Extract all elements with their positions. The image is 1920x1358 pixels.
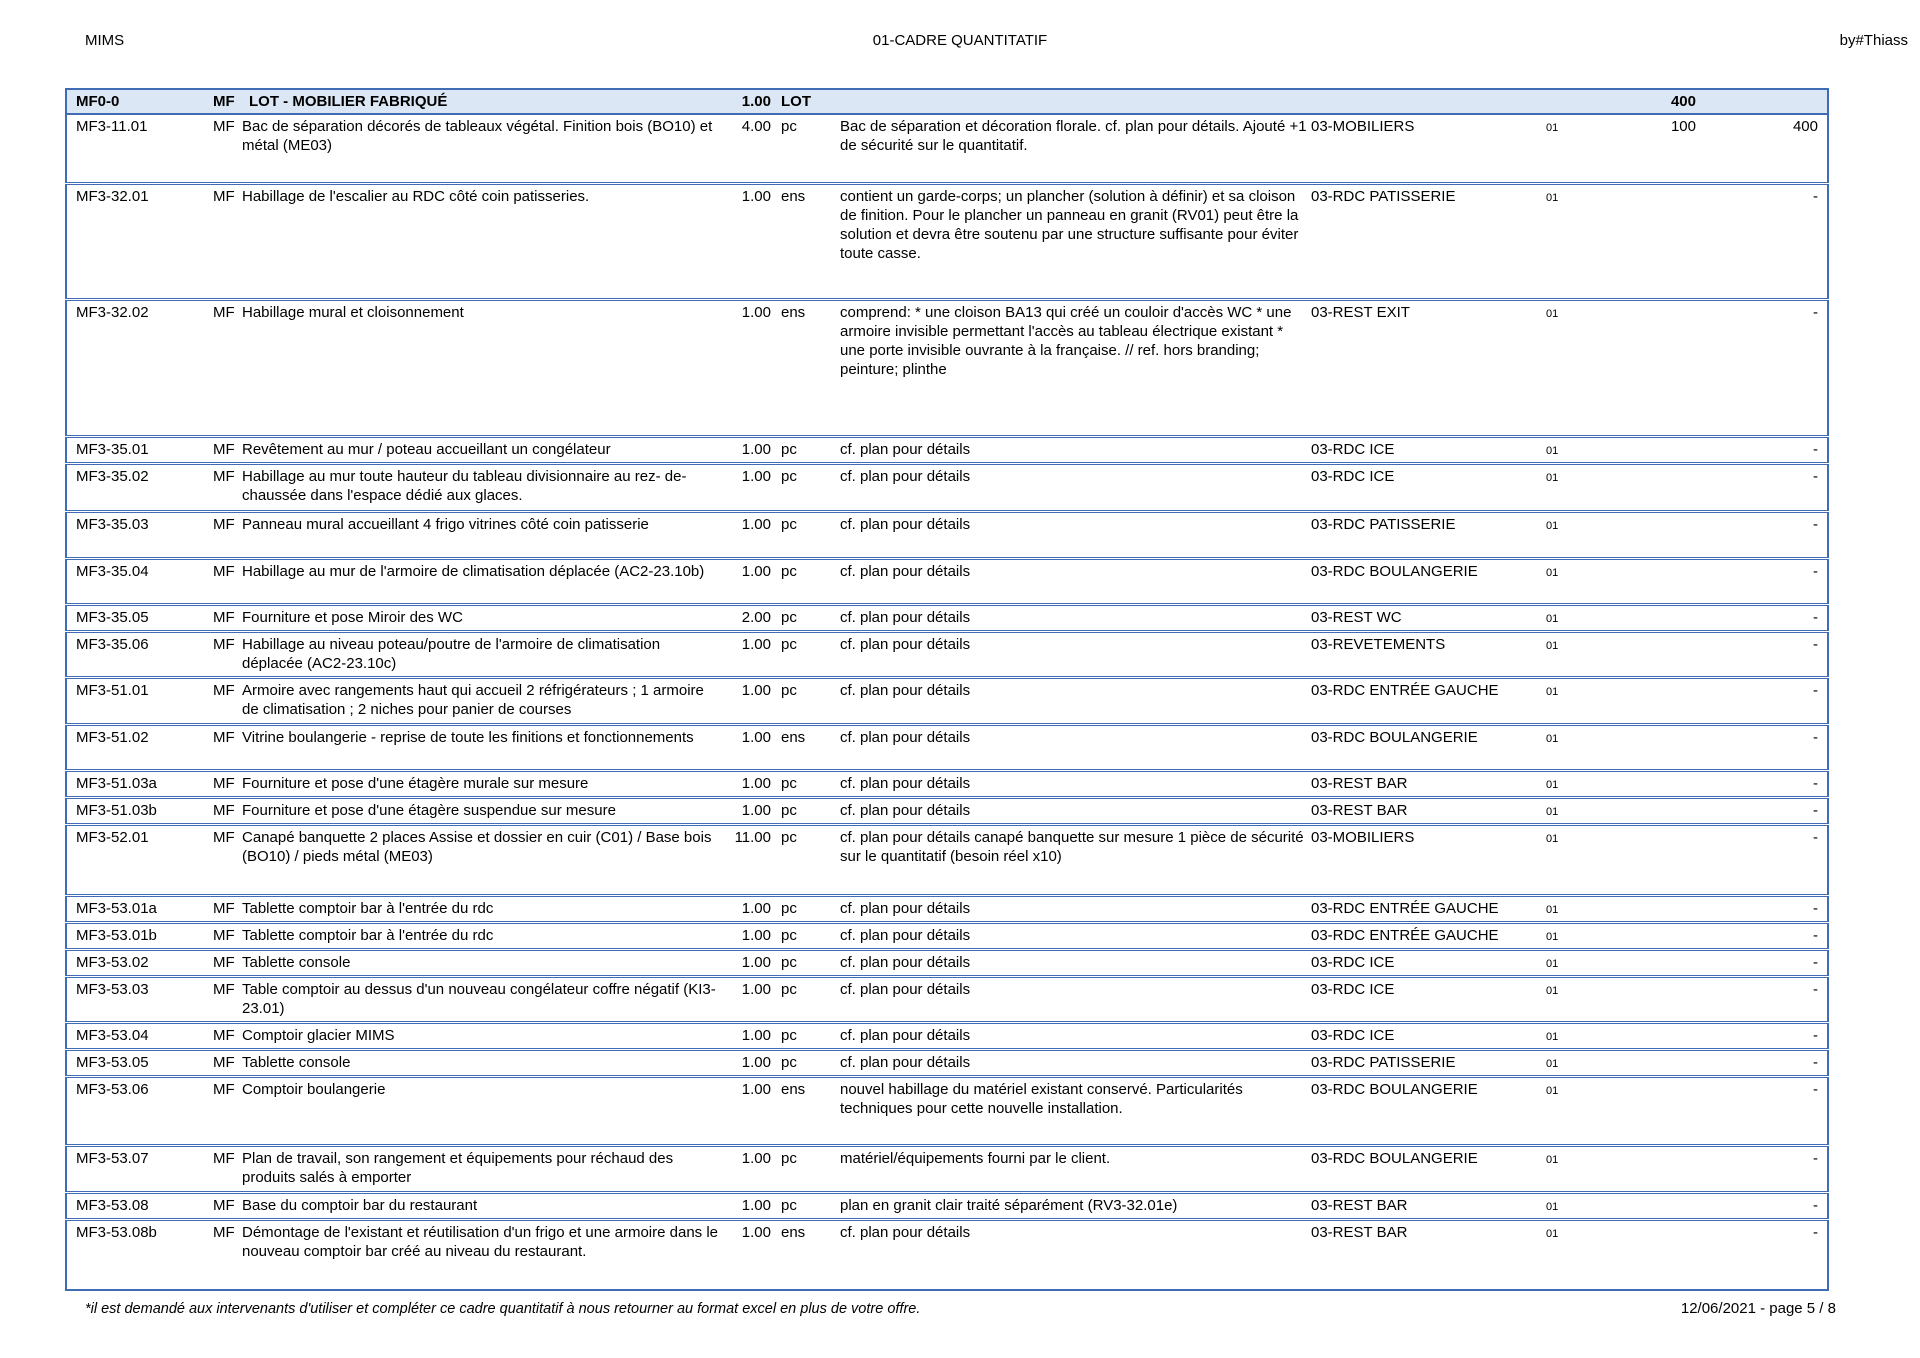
row-qty: 1.00	[721, 797, 779, 824]
row-type: MF	[196, 677, 241, 724]
row-description: cf. plan pour détails	[839, 724, 1309, 770]
lot-type: MF	[196, 89, 241, 114]
row-description: cf. plan pour détails	[839, 631, 1309, 677]
table-row	[66, 1219, 1828, 1290]
row-qty: 1.00	[721, 949, 779, 976]
row-qty: 1.00	[721, 183, 779, 299]
row-code: MF3-32.02	[66, 299, 196, 436]
table-row	[66, 114, 1828, 183]
row-revision: 01	[1529, 299, 1609, 436]
lot-zone	[1309, 89, 1529, 114]
table-row	[66, 1049, 1828, 1076]
row-type: MF	[196, 922, 241, 949]
table-row	[66, 949, 1828, 976]
row-total: -	[1709, 1219, 1828, 1290]
row-code: MF3-51.03a	[66, 770, 196, 797]
row-code: MF3-53.05	[66, 1049, 196, 1076]
row-zone: 03-RDC PATISSERIE	[1309, 1049, 1529, 1076]
table-row	[66, 797, 1828, 824]
row-unit-price: 100	[1670, 118, 1696, 135]
table-row	[66, 631, 1828, 677]
row-description: cf. plan pour détails canapé banquette sur mesure 1 pièce de sécurité sur le quantitatif (besoin réel x10)	[839, 824, 1309, 895]
lot-amount: 400	[1609, 89, 1709, 114]
row-qty: 2.00	[721, 604, 779, 631]
row-description: cf. plan pour détails	[839, 1219, 1309, 1290]
row-code: MF3-53.08	[66, 1192, 196, 1219]
row-unit: pc	[779, 949, 839, 976]
row-description: cf. plan pour détails	[839, 463, 1309, 511]
row-description: cf. plan pour détails	[839, 511, 1309, 558]
row-qty: 1.00	[721, 724, 779, 770]
row-zone: 03-RDC ICE	[1309, 1022, 1529, 1049]
row-designation: Panneau mural accueillant 4 frigo vitrines côté coin patisserie	[241, 511, 721, 558]
row-description: cf. plan pour détails	[839, 949, 1309, 976]
row-total: -	[1709, 976, 1828, 1022]
table-row	[66, 604, 1828, 631]
row-unit: pc	[779, 770, 839, 797]
row-revision: 01	[1529, 1049, 1609, 1076]
row-unit: pc	[779, 922, 839, 949]
row-designation: Tablette comptoir bar à l'entrée du rdc	[241, 922, 721, 949]
row-designation: Armoire avec rangements haut qui accueil 2 réfrigérateurs ; 1 armoire de climatisation ; 2 niches pour panier de courses	[241, 677, 721, 724]
row-total: -	[1709, 1076, 1828, 1145]
row-qty: 1.00	[721, 1145, 779, 1192]
row-revision: 01	[1529, 895, 1609, 922]
row-total: -	[1709, 1192, 1828, 1219]
table-row	[66, 511, 1828, 558]
row-code: MF3-53.02	[66, 949, 196, 976]
company-name: MIMS	[85, 32, 125, 49]
row-unit-price	[1609, 183, 1709, 299]
row-revision: 01	[1529, 824, 1609, 895]
row-type: MF	[213, 118, 235, 135]
row-zone: 03-RDC BOULANGERIE	[1309, 1076, 1529, 1145]
row-description: cf. plan pour détails	[839, 922, 1309, 949]
table-row	[66, 1076, 1828, 1145]
row-total: -	[1709, 436, 1828, 463]
row-revision: 01	[1529, 724, 1609, 770]
row-code: MF3-35.04	[66, 558, 196, 604]
row-type: MF	[196, 183, 241, 299]
row-code: MF3-53.07	[66, 1145, 196, 1192]
table-row	[66, 922, 1828, 949]
row-designation: Fourniture et pose d'une étagère suspendue sur mesure	[241, 797, 721, 824]
table-row	[66, 1145, 1828, 1192]
row-designation: Vitrine boulangerie - reprise de toute les finitions et fonctionnements	[241, 724, 721, 770]
row-unit: ens	[779, 1219, 839, 1290]
row-zone: 03-RDC ICE	[1309, 976, 1529, 1022]
table-row	[66, 724, 1828, 770]
row-designation: Comptoir glacier MIMS	[241, 1022, 721, 1049]
row-unit: ens	[779, 299, 839, 436]
row-code: MF3-11.01	[76, 118, 148, 135]
table-row	[66, 299, 1828, 436]
row-description: cf. plan pour détails	[839, 770, 1309, 797]
row-designation: Revêtement au mur / poteau accueillant un congélateur	[241, 436, 721, 463]
row-zone: 03-REST BAR	[1309, 1192, 1529, 1219]
row-qty: 1.00	[721, 770, 779, 797]
row-zone: 03-RDC ICE	[1309, 463, 1529, 511]
row-unit-price	[1609, 976, 1709, 1022]
row-designation: Démontage de l'existant et réutilisation d'un frigo et une armoire dans le nouveau comptoir bar créé au niveau du restaurant.	[241, 1219, 721, 1290]
lot-description	[839, 89, 1309, 114]
row-revision: 01	[1529, 1145, 1609, 1192]
row-type: MF	[196, 895, 241, 922]
row-designation: Habillage au mur toute hauteur du tableau divisionnaire au rez- de-chaussée dans l'espace dédié aux glaces.	[241, 463, 721, 511]
row-unit: ens	[779, 183, 839, 299]
row-designation: Table comptoir au dessus d'un nouveau congélateur coffre négatif (KI3-23.01)	[241, 976, 721, 1022]
row-type: MF	[196, 1049, 241, 1076]
row-total: -	[1709, 949, 1828, 976]
row-total: -	[1709, 1049, 1828, 1076]
row-type: MF	[196, 824, 241, 895]
row-unit-price	[1609, 1049, 1709, 1076]
row-unit-price	[1609, 922, 1709, 949]
row-unit-price	[1609, 631, 1709, 677]
row-type: MF	[196, 1192, 241, 1219]
row-type: MF	[196, 558, 241, 604]
row-qty: 1.00	[721, 677, 779, 724]
row-total: -	[1709, 1022, 1828, 1049]
row-zone: 03-REST EXIT	[1309, 299, 1529, 436]
footer-note: *il est demandé aux intervenants d'utiliser et compléter ce cadre quantitatif à nous retourner au format excel en plus de votre offre.	[85, 1301, 921, 1317]
row-unit-price	[1609, 463, 1709, 511]
row-unit-price	[1609, 824, 1709, 895]
row-total: -	[1709, 922, 1828, 949]
row-code: MF3-53.06	[66, 1076, 196, 1145]
row-unit: pc	[779, 631, 839, 677]
row-zone: 03-RDC BOULANGERIE	[1309, 558, 1529, 604]
row-description: matériel/équipements fourni par le client.	[839, 1145, 1309, 1192]
row-unit-price	[1609, 949, 1709, 976]
row-designation: Tablette comptoir bar à l'entrée du rdc	[241, 895, 721, 922]
row-code: MF3-32.01	[66, 183, 196, 299]
row-code: MF3-35.03	[66, 511, 196, 558]
row-qty: 1.00	[721, 558, 779, 604]
table-row	[66, 824, 1828, 895]
row-zone: 03-RDC ENTRÉE GAUCHE	[1309, 677, 1529, 724]
row-unit: pc	[779, 797, 839, 824]
row-total: -	[1709, 604, 1828, 631]
row-zone: 03-RDC ICE	[1309, 436, 1529, 463]
row-code: MF3-53.03	[66, 976, 196, 1022]
row-designation: Fourniture et pose d'une étagère murale sur mesure	[241, 770, 721, 797]
row-qty: 1.00	[721, 1022, 779, 1049]
row-description: cf. plan pour détails	[839, 436, 1309, 463]
row-qty: 11.00	[721, 824, 779, 895]
row-unit: pc	[779, 436, 839, 463]
row-unit: pc	[779, 1022, 839, 1049]
row-revision: 01	[1529, 604, 1609, 631]
row-unit-price	[1609, 1192, 1709, 1219]
row-type: MF	[196, 976, 241, 1022]
row-code: MF3-35.05	[66, 604, 196, 631]
row-revision: 01	[1546, 122, 1559, 134]
row-zone: 03-RDC ENTRÉE GAUCHE	[1309, 922, 1529, 949]
row-designation: Plan de travail, son rangement et équipements pour réchaud des produits salés à emporter	[241, 1145, 721, 1192]
row-description: cf. plan pour détails	[839, 604, 1309, 631]
row-code: MF3-53.04	[66, 1022, 196, 1049]
row-designation: Habillage mural et cloisonnement	[241, 299, 721, 436]
row-unit-price	[1609, 770, 1709, 797]
row-unit-price	[1609, 1219, 1709, 1290]
table-row	[66, 770, 1828, 797]
table-row	[66, 463, 1828, 511]
row-total: -	[1709, 797, 1828, 824]
row-zone: 03-MOBILIERS	[1309, 824, 1529, 895]
row-unit: ens	[779, 724, 839, 770]
row-code: MF3-35.01	[66, 436, 196, 463]
row-revision: 01	[1529, 770, 1609, 797]
row-type: MF	[196, 1022, 241, 1049]
row-designation: Fourniture et pose Miroir des WC	[241, 604, 721, 631]
row-revision: 01	[1529, 1219, 1609, 1290]
row-qty: 1.00	[721, 1219, 779, 1290]
footer-date-page: 12/06/2021 - page 5 / 8	[1680, 1300, 1836, 1317]
row-designation: Base du comptoir bar du restaurant	[241, 1192, 721, 1219]
row-type: MF	[196, 949, 241, 976]
row-designation: Comptoir boulangerie	[241, 1076, 721, 1145]
row-revision: 01	[1529, 511, 1609, 558]
row-unit: pc	[779, 824, 839, 895]
table-row	[66, 183, 1828, 299]
row-unit: pc	[779, 895, 839, 922]
row-revision: 01	[1529, 631, 1609, 677]
lot-rev	[1529, 89, 1609, 114]
row-qty: 1.00	[721, 1192, 779, 1219]
row-zone: 03-RDC PATISSERIE	[1309, 183, 1529, 299]
row-unit: pc	[779, 1145, 839, 1192]
row-type: MF	[196, 797, 241, 824]
row-revision: 01	[1529, 558, 1609, 604]
row-description: nouvel habillage du matériel existant conservé. Particularités techniques pour cette nouvelle installation.	[839, 1076, 1309, 1145]
row-total: -	[1709, 511, 1828, 558]
row-qty: 1.00	[721, 976, 779, 1022]
row-description: cf. plan pour détails	[839, 558, 1309, 604]
table-row	[66, 1022, 1828, 1049]
row-total: -	[1709, 631, 1828, 677]
row-description: Bac de séparation et décoration florale. cf. plan pour détails. Ajouté +1 de sécurité sur le quantitatif.	[840, 118, 1307, 154]
row-unit-price	[1609, 895, 1709, 922]
row-unit: pc	[779, 511, 839, 558]
lot-total	[1709, 89, 1828, 114]
row-type: MF	[196, 1145, 241, 1192]
row-revision: 01	[1529, 922, 1609, 949]
row-unit: pc	[779, 1192, 839, 1219]
row-zone: 03-RDC BOULANGERIE	[1309, 724, 1529, 770]
row-designation: Habillage de l'escalier au RDC côté coin patisseries.	[241, 183, 721, 299]
row-unit-price	[1609, 299, 1709, 436]
lot-header-row	[66, 89, 1828, 114]
row-qty: 1.00	[721, 463, 779, 511]
row-revision: 01	[1529, 1076, 1609, 1145]
row-description: cf. plan pour détails	[839, 895, 1309, 922]
lot-unit: LOT	[779, 89, 839, 114]
row-revision: 01	[1529, 949, 1609, 976]
row-revision: 01	[1529, 463, 1609, 511]
row-unit-price	[1609, 436, 1709, 463]
row-type: MF	[196, 299, 241, 436]
row-type: MF	[196, 604, 241, 631]
row-type: MF	[196, 724, 241, 770]
row-zone: 03-REST BAR	[1309, 770, 1529, 797]
table-row	[66, 895, 1828, 922]
row-code: MF3-51.01	[66, 677, 196, 724]
row-unit-price	[1609, 1145, 1709, 1192]
author-byline: by#Thiass	[1839, 32, 1908, 49]
row-zone: 03-RDC ICE	[1309, 949, 1529, 976]
row-code: MF3-51.03b	[66, 797, 196, 824]
row-description: comprend: * une cloison BA13 qui créé un couloir d'accès WC * une armoire invisible permettant l'accès au tableau électrique existant * une porte invisible ouvrante à la française. // ref. hors branding; peinture; plinthe	[839, 299, 1309, 436]
table-row	[66, 436, 1828, 463]
row-total: -	[1709, 299, 1828, 436]
row-description: cf. plan pour détails	[839, 976, 1309, 1022]
row-code: MF3-35.02	[66, 463, 196, 511]
row-unit: ens	[779, 1076, 839, 1145]
row-code: MF3-35.06	[66, 631, 196, 677]
table-row	[66, 558, 1828, 604]
row-type: MF	[196, 1219, 241, 1290]
row-unit-price	[1609, 797, 1709, 824]
row-zone: 03-MOBILIERS	[1311, 118, 1415, 135]
row-revision: 01	[1529, 797, 1609, 824]
row-description: plan en granit clair traité séparément (RV3-32.01e)	[839, 1192, 1309, 1219]
row-total: -	[1709, 1145, 1828, 1192]
row-designation: Bac de séparation décorés de tableaux végétal. Finition bois (BO10) et métal (ME03)	[242, 118, 713, 154]
row-qty: 1.00	[721, 895, 779, 922]
row-unit-price	[1609, 1076, 1709, 1145]
row-code: MF3-53.01a	[66, 895, 196, 922]
row-description: contient un garde-corps; un plancher (solution à définir) et sa cloison de finition. Pour le plancher un panneau en granit (RV01) peut être la solution et devra être soutenu par une structure suffisante pour éviter toute casse.	[839, 183, 1309, 299]
row-code: MF3-52.01	[66, 824, 196, 895]
row-designation: Canapé banquette 2 places Assise et dossier en cuir (C01) / Base bois (BO10) / pieds métal (ME03)	[241, 824, 721, 895]
row-total: 400	[1792, 118, 1818, 135]
table-row	[66, 677, 1828, 724]
row-unit-price	[1609, 677, 1709, 724]
row-qty: 1.00	[721, 922, 779, 949]
row-unit: pc	[779, 677, 839, 724]
row-type: MF	[196, 436, 241, 463]
row-designation: Habillage au mur de l'armoire de climatisation déplacée (AC2-23.10b)	[241, 558, 721, 604]
row-type: MF	[196, 631, 241, 677]
row-code: MF3-53.01b	[66, 922, 196, 949]
row-unit-price	[1609, 724, 1709, 770]
row-qty: 1.00	[721, 299, 779, 436]
lot-qty: 1.00	[721, 89, 779, 114]
row-zone: 03-REST BAR	[1309, 797, 1529, 824]
row-type: MF	[196, 511, 241, 558]
row-zone: 03-RDC ENTRÉE GAUCHE	[1309, 895, 1529, 922]
row-revision: 01	[1529, 1022, 1609, 1049]
row-type: MF	[196, 770, 241, 797]
row-revision: 01	[1529, 677, 1609, 724]
row-revision: 01	[1529, 1192, 1609, 1219]
row-qty: 4.00	[741, 118, 771, 135]
quant-table-body	[66, 114, 1828, 1290]
row-description: cf. plan pour détails	[839, 1022, 1309, 1049]
row-unit: pc	[781, 118, 797, 135]
row-total: -	[1709, 824, 1828, 895]
row-total: -	[1709, 463, 1828, 511]
row-total: -	[1709, 724, 1828, 770]
lot-code: MF0-0	[66, 89, 196, 114]
row-unit: pc	[779, 463, 839, 511]
row-unit: pc	[779, 558, 839, 604]
row-description: cf. plan pour détails	[839, 797, 1309, 824]
row-unit-price	[1609, 511, 1709, 558]
row-type: MF	[196, 1076, 241, 1145]
row-total: -	[1709, 677, 1828, 724]
row-unit-price	[1609, 558, 1709, 604]
row-designation: Tablette console	[241, 949, 721, 976]
row-type: MF	[196, 463, 241, 511]
row-zone: 03-REST BAR	[1309, 1219, 1529, 1290]
table-row	[66, 1192, 1828, 1219]
row-code: MF3-51.02	[66, 724, 196, 770]
row-qty: 1.00	[721, 631, 779, 677]
row-designation: Habillage au niveau poteau/poutre de l'armoire de climatisation déplacée (AC2-23.10c)	[241, 631, 721, 677]
row-description: cf. plan pour détails	[839, 677, 1309, 724]
row-revision: 01	[1529, 436, 1609, 463]
row-unit-price	[1609, 1022, 1709, 1049]
page-title: 01-CADRE QUANTITATIF	[872, 32, 1048, 49]
row-revision: 01	[1529, 976, 1609, 1022]
row-qty: 1.00	[721, 511, 779, 558]
row-qty: 1.00	[721, 1049, 779, 1076]
row-total: -	[1709, 558, 1828, 604]
row-description: cf. plan pour détails	[839, 1049, 1309, 1076]
row-unit: pc	[779, 976, 839, 1022]
row-zone: 03-REST WC	[1309, 604, 1529, 631]
row-revision: 01	[1529, 183, 1609, 299]
row-unit: pc	[779, 604, 839, 631]
row-code: MF3-53.08b	[66, 1219, 196, 1290]
table-row	[66, 976, 1828, 1022]
row-total: -	[1709, 183, 1828, 299]
row-zone: 03-RDC PATISSERIE	[1309, 511, 1529, 558]
row-designation: Tablette console	[241, 1049, 721, 1076]
row-unit: pc	[779, 1049, 839, 1076]
row-qty: 1.00	[721, 436, 779, 463]
row-total: -	[1709, 770, 1828, 797]
row-qty: 1.00	[721, 1076, 779, 1145]
lot-label: LOT - MOBILIER FABRIQUÉ	[241, 89, 721, 114]
row-zone: 03-RDC BOULANGERIE	[1309, 1145, 1529, 1192]
quantitative-table	[65, 88, 1829, 1291]
row-unit-price	[1609, 604, 1709, 631]
row-zone: 03-REVETEMENTS	[1309, 631, 1529, 677]
row-total: -	[1709, 895, 1828, 922]
